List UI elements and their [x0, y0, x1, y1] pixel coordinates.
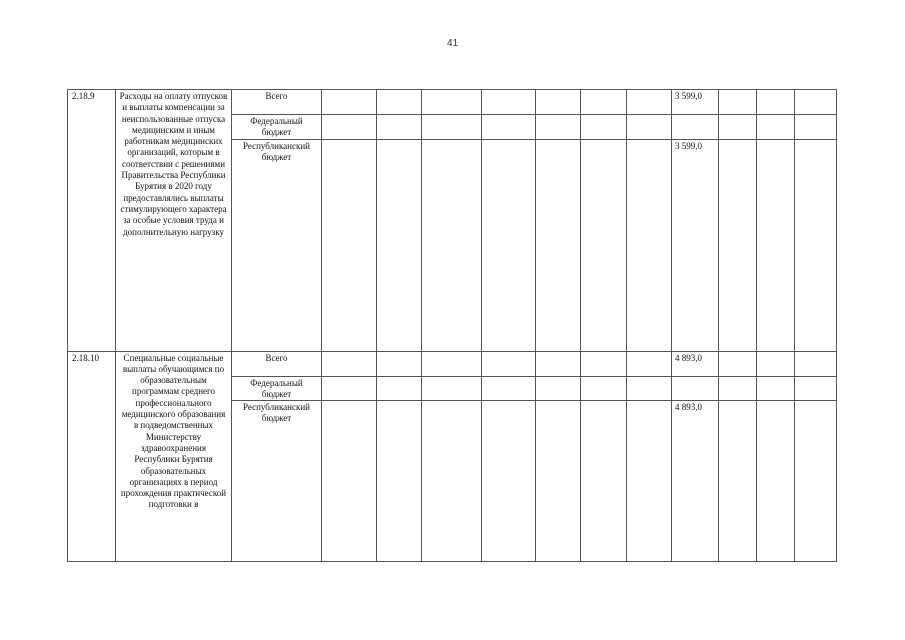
- page-number: 41: [446, 38, 459, 49]
- row-number: 2.18.9: [68, 90, 116, 352]
- amount-cell: [672, 115, 719, 140]
- row-name: Расходы на оплату отпусков и выплаты компенсации за неиспользованные отпуска медицинским и иным работникам медицинских организаций, которым в соответствии с решениями Правительства Республики Бурятия в 2020 году предоставлялись выплаты стимулирующего характера за особые условия труда и дополнительную нагрузку: [116, 90, 232, 352]
- budget-table: [67, 89, 837, 562]
- row-group-2-18-9: [68, 90, 837, 352]
- row-group-2-18-10: [68, 351, 837, 562]
- amount-cell: 3 599,0: [672, 139, 719, 351]
- source-label: Всего: [232, 90, 322, 115]
- source-label: Федеральный бюджет: [232, 115, 322, 140]
- source-label: Всего: [232, 351, 322, 376]
- amount-cell: 4 893,0: [672, 351, 719, 376]
- source-label: Республиканский бюджет: [232, 139, 322, 351]
- row-number: 2.18.10: [68, 351, 116, 562]
- amount-cell: 4 893,0: [672, 401, 719, 562]
- amount-cell: [672, 376, 719, 401]
- source-label: Федеральный бюджет: [232, 376, 322, 401]
- row-name: Специальные социальные выплаты обучающимся по образовательным программам среднего профессионального медицинского образования в подведомственных Министерству здравоохранения Республики Бурятия образовательных организациях в период прохождения практической подготовки в: [116, 351, 232, 562]
- amount-cell: 3 599,0: [672, 90, 719, 115]
- source-label: Республиканский бюджет: [232, 401, 322, 562]
